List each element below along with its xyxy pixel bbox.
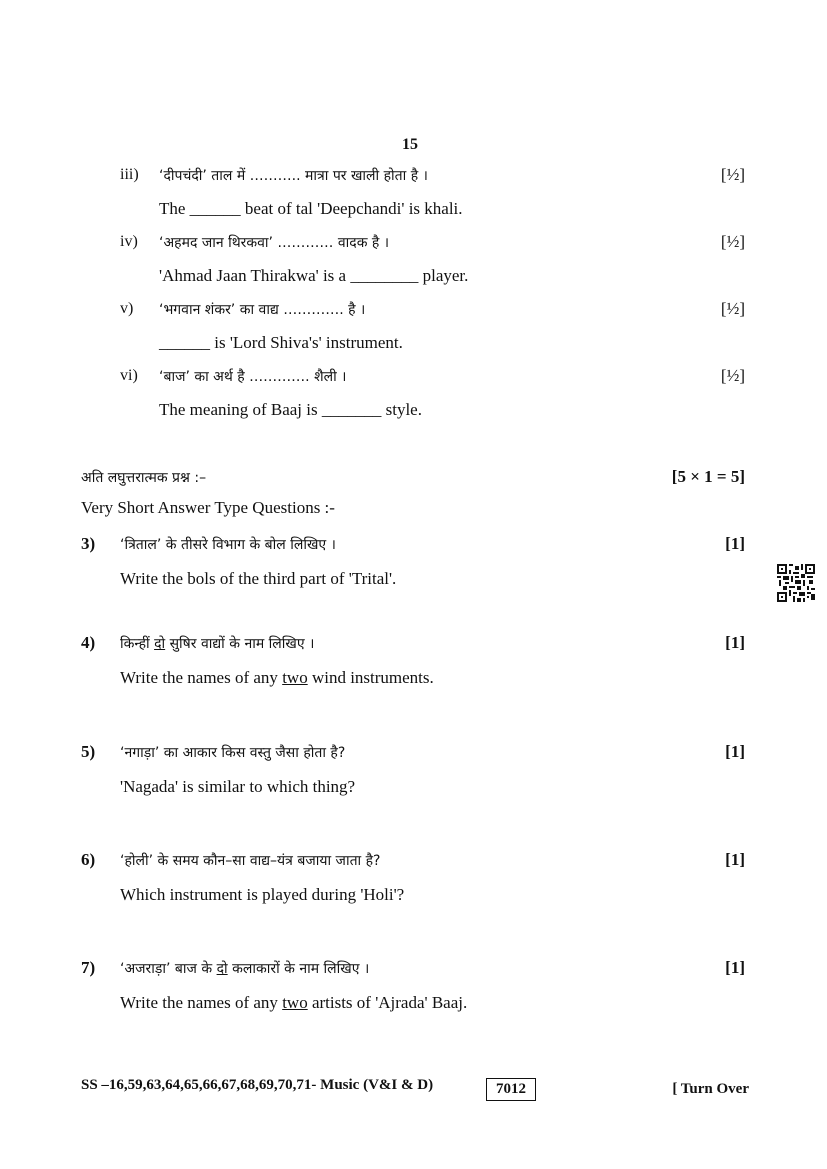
question-english: Which instrument is played during 'Holi'?: [120, 885, 405, 904]
footer-code: SS –16,59,63,64,65,66,67,68,69,70,71- Music (V&I & D): [81, 1077, 434, 1093]
question-number: 5): [81, 742, 96, 761]
section-heading-english: Very Short Answer Type Questions :-: [81, 498, 335, 517]
question-marks: [½]: [720, 366, 745, 385]
question-number: iii): [120, 166, 139, 183]
question-hindi: ‘त्रिताल’ के तीसरे विभाग के बोल लिखिए ।: [120, 537, 336, 553]
question-marks: [1]: [725, 633, 745, 652]
question-hindi: ‘अजराड़ा’ बाज के दो कलाकारों के नाम लिखिए ।: [120, 961, 370, 977]
question-marks: [½]: [720, 299, 745, 318]
question-hindi: ‘नगाड़ा’ का आकार किस वस्तु जैसा होता है?: [120, 745, 346, 761]
question-english: Write the names of any two artists of 'Ajrada' Baaj.: [120, 993, 468, 1012]
question-english: Write the names of any two wind instruments.: [120, 668, 434, 687]
page-number: 15: [402, 136, 418, 153]
question-marks: [½]: [720, 232, 745, 251]
question-hindi: ‘भगवान शंकर’ का वाद्य …………. है ।: [159, 302, 366, 318]
section-heading-hindi: अति लघुत्तरात्मक प्रश्न :–: [81, 470, 207, 486]
question-marks: [1]: [725, 850, 745, 869]
question-english: 'Ahmad Jaan Thirakwa' is a ________ player.: [159, 266, 469, 285]
question-number: 6): [81, 850, 96, 869]
question-number: 3): [81, 534, 96, 553]
question-english: ______ is 'Lord Shiva's' instrument.: [159, 333, 403, 352]
question-hindi: ‘अहमद जान थिरकवा’ ………… वादक है ।: [159, 235, 390, 251]
qr-code-icon: [777, 564, 815, 602]
question-number: v): [120, 300, 134, 317]
question-english: The meaning of Baaj is _______ style.: [159, 400, 422, 419]
question-english: Write the bols of the third part of 'Trital'.: [120, 569, 397, 588]
underlined-word: दो: [154, 636, 166, 652]
question-hindi: ‘बाज’ का अर्थ है …………. शैली ।: [159, 369, 347, 385]
question-hindi: ‘दीपचंदी’ ताल में ……….. मात्रा पर खाली होता है ।: [159, 168, 428, 184]
question-number: iv): [120, 233, 138, 250]
question-marks: [1]: [725, 534, 745, 553]
turn-over-label: [ Turn Over: [672, 1081, 749, 1097]
underlined-word: दो: [216, 961, 228, 977]
section-marks: [5 × 1 = 5]: [671, 467, 745, 486]
question-hindi: किन्हीं दो सुषिर वाद्यों के नाम लिखिए ।: [120, 636, 315, 652]
question-number: vi): [120, 367, 138, 384]
question-english: The ______ beat of tal 'Deepchandi' is khali.: [159, 199, 463, 218]
question-marks: [1]: [725, 958, 745, 977]
underlined-word: two: [282, 993, 308, 1012]
question-hindi: ‘होली’ के समय कौन–सा वाद्य–यंत्र बजाया जाता है?: [120, 853, 381, 869]
question-marks: [½]: [720, 165, 745, 184]
question-number: 7): [81, 958, 96, 977]
paper-number-box: 7012: [486, 1078, 536, 1101]
question-marks: [1]: [725, 742, 745, 761]
question-english: 'Nagada' is similar to which thing?: [120, 777, 356, 796]
underlined-word: two: [282, 668, 308, 687]
question-number: 4): [81, 633, 96, 652]
